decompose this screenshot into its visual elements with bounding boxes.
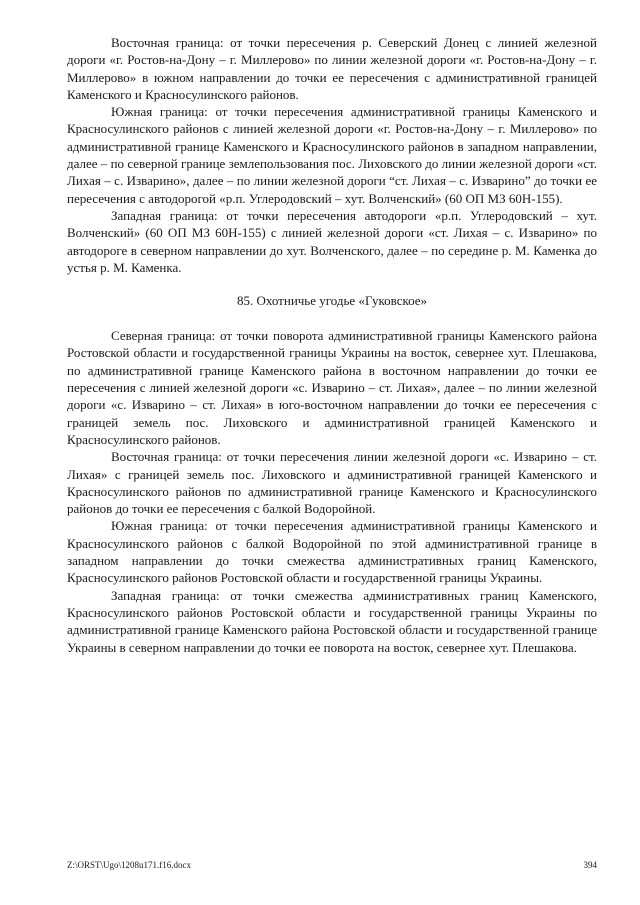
footer-file-path: Z:\ORST\Ugo\1208u171.f16.docx bbox=[67, 860, 191, 870]
paragraph-east-border-prev: Восточная граница: от точки пересечения р. Северский Донец с линией железной дороги «г. Ростов-на-Дону – г. Миллерово» по линии железной дороги «г. Ростов-на-Дону – г. Миллерово» в южном направлении до точки ее пересечения с административной границей Каменского и Красносулинского районов. bbox=[67, 35, 597, 102]
paragraph-south-border: Южная граница: от точки пересечения административной границы Каменского и Красносулинского районов с балкой Водоройной по этой административной границе в западном направлении до точки смежества административных границ Каменского, Красносулинского районов Ростовской области и государственной границы Украины. bbox=[67, 518, 597, 586]
paragraph-west-border: Западная граница: от точки смежества административных границ Каменского, Красносулинского районов Ростовской области и государственной границы Украины по административной границе Каменского района Ростовской области и государственной границе Украины в северном направлении до точки ее поворота на восток, севернее хут. Плешакова. bbox=[67, 587, 597, 655]
paragraph-east-border: Восточная граница: от точки пересечения линии железной дороги «с. Изварино – ст. Лихая» с границей земель пос. Лиховского и административной границей Каменского и Красносулинского районов по административной границе Каменского и Красносулинского районов до точки ее пересечения с балкой Водоройной. bbox=[67, 449, 597, 517]
page-number: 394 bbox=[583, 860, 597, 870]
paragraph-north-border: Северная граница: от точки поворота административной границы Каменского района Ростовской области и государственной границы Украины на восток, севернее хут. Плешакова, по административной границе Каменского района в восточном направлении до точки ее пересечения с линией железной дороги «с. Изварино – ст. Лихая», далее – по линии железной дороги «с. Изварино – ст. Лихая» в юго-восточном направлении до точки ее пересечения с границей земель пос. Лиховского и административной границей Каменского и Красносулинского районов. bbox=[67, 328, 597, 447]
document-page bbox=[67, 34, 597, 656]
section-heading: 85. Охотничье угодье «Гуковское» bbox=[236, 293, 428, 309]
paragraph-south-border-prev: Южная граница: от точки пересечения административной границы Каменского и Красносулинского районов с линией железной дороги «г. Ростов-на-Дону – г. Миллерово» по административной границе Каменского и Красносулинского районов в западном направлении, далее – по северной границе землепользования пос. Лиховского до линии железной дороги «ст. Лихая – с. Изварино», далее – по линии железной дороги “ст. Лихая – с. Изварино” до точки ее пересечения с автодорогой «р.п. Углеродовский – хут. Волченский» (60 ОП МЗ 60Н-155). bbox=[67, 104, 597, 206]
paragraph-west-border-prev: Западная граница: от точки пересечения автодороги «р.п. Углеродовский – хут. Волченский» (60 ОП МЗ 60Н-155) с линией железной дороги «ст. Лихая – с. Изварино» по автодороге в северном направлении до хут. Волченского, далее – по середине р. М. Каменка до устья р. М. Каменка. bbox=[67, 207, 597, 275]
